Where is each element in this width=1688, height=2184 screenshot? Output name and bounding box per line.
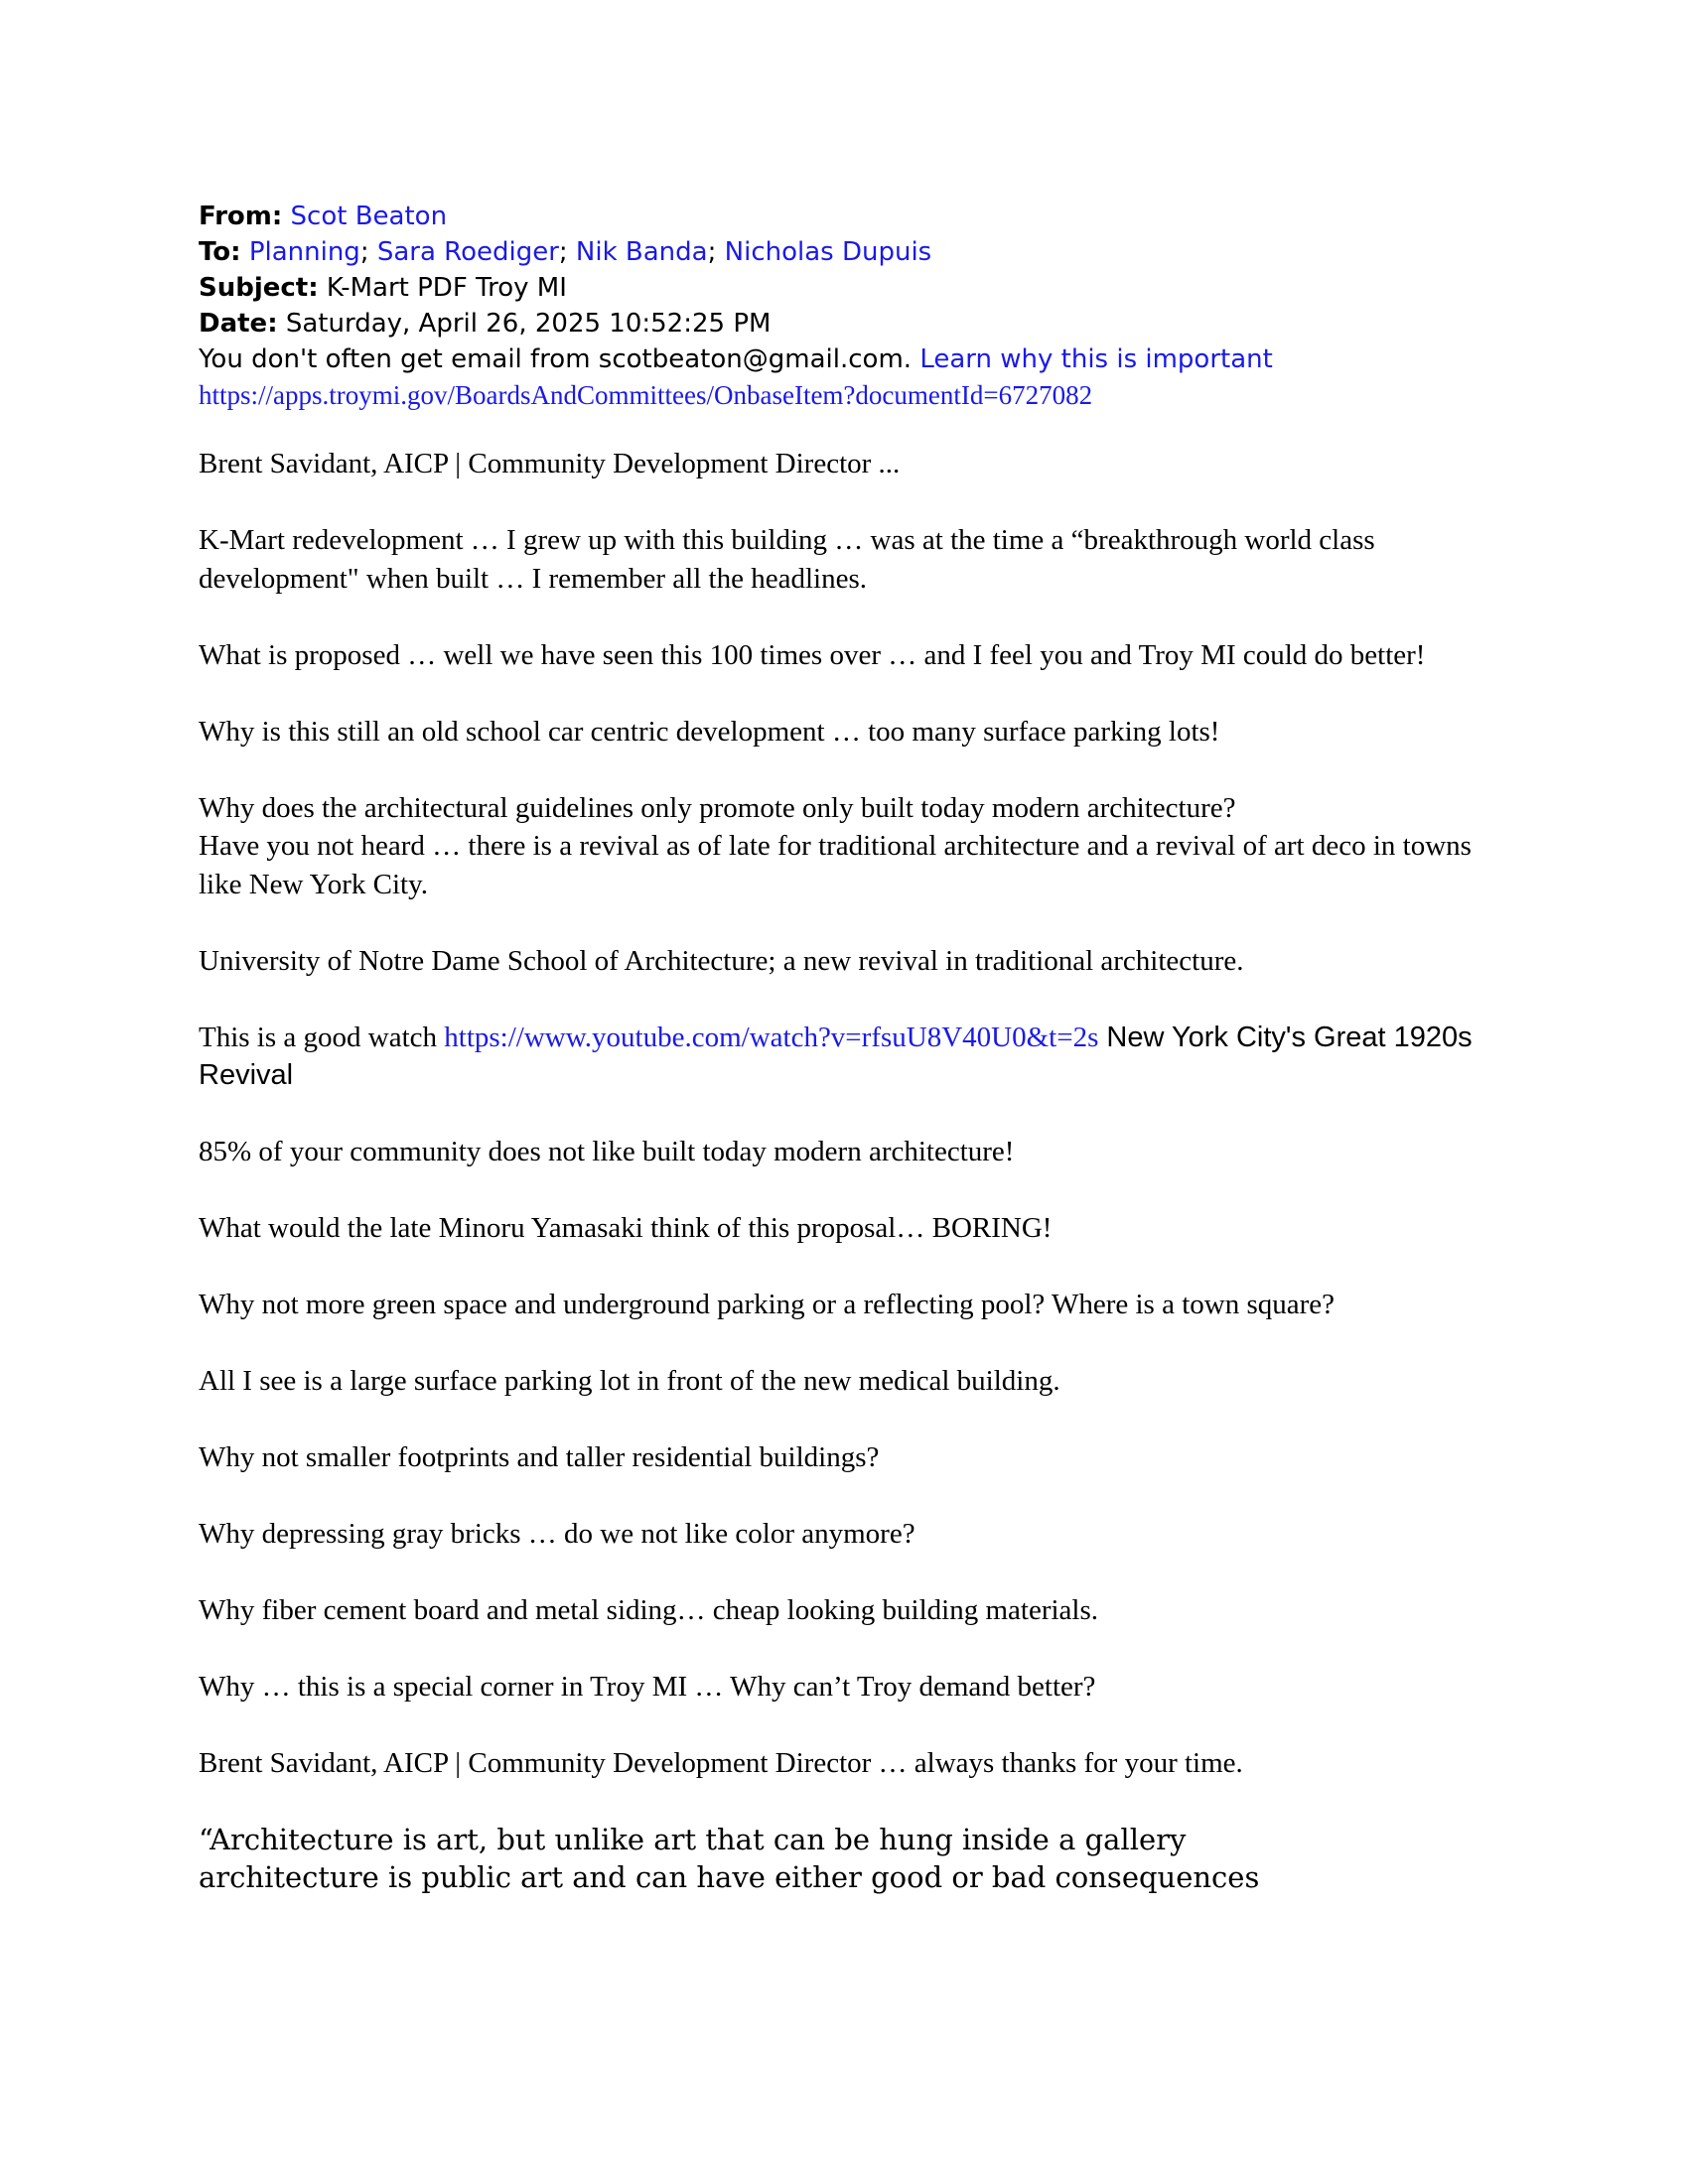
closing-quote xyxy=(199,1821,1489,1896)
video-title: New York City's Great 1920s Revival xyxy=(199,1021,1473,1091)
body-paragraph: What is proposed … well we have seen this 100 times over … and I feel you and Troy MI could do better! xyxy=(199,638,1426,671)
body-paragraph: Why fiber cement board and metal siding… cheap looking building materials. xyxy=(199,1594,1098,1626)
quote-line: architecture is public art and can have either good or bad consequences xyxy=(199,1860,1260,1894)
body-paragraph: Why depressing gray bricks … do we not like color anymore? xyxy=(199,1518,915,1550)
external-sender-warning xyxy=(199,341,1489,377)
body-paragraph xyxy=(199,1019,1489,1095)
sender-link[interactable]: Scot Beaton xyxy=(290,202,448,231)
recipient-link-nik-banda[interactable]: Nik Banda xyxy=(575,237,708,267)
body-paragraph: Why is this still an old school car centric development … too many surface parking lots! xyxy=(199,715,1220,748)
body-paragraph: Why not more green space and underground parking or a reflecting pool? Where is a town square? xyxy=(199,1289,1336,1320)
subject-line xyxy=(199,270,1489,306)
recipient-link-sara-roediger[interactable]: Sara Roediger xyxy=(376,237,559,267)
from-line xyxy=(199,199,1489,234)
email-header xyxy=(199,199,1489,413)
quote-line: “Architecture is art, but unlike art that can be hung inside a gallery xyxy=(199,1823,1187,1856)
warning-text: You don't often get email from scotbeaton@gmail.com. xyxy=(199,344,913,374)
from-label: From: xyxy=(199,202,283,231)
subject-label: Subject: xyxy=(199,273,319,303)
body-paragraph: K-Mart redevelopment … I grew up with this building … was at the time a “breakthrough world class development" when built … I remember all the headlines. xyxy=(199,524,1375,595)
date-line xyxy=(199,306,1489,341)
body-paragraph: Brent Savidant, AICP | Community Development Director … always thanks for your time. xyxy=(199,1747,1243,1779)
body-line: Have you not heard … there is a revival as of late for traditional architecture and a revival of art deco in towns like New York City. xyxy=(199,830,1472,900)
youtube-link[interactable]: https://www.youtube.com/watch?v=rfsuU8V40U0&t=2s xyxy=(444,1021,1099,1053)
email-document xyxy=(199,199,1489,1896)
document-url-link[interactable]: https://apps.troymi.gov/BoardsAndCommittees/OnbaseItem?documentId=6727082 xyxy=(199,380,1093,410)
to-line: To: Planning; Sara Roediger; Nik Banda; Nicholas Dupuis xyxy=(199,237,932,267)
subject-value: K-Mart PDF Troy MI xyxy=(326,273,567,303)
body-paragraph: 85% of your community does not like built today modern architecture! xyxy=(199,1136,1015,1167)
body-paragraph: What would the late Minoru Yamasaki think of this proposal… BORING! xyxy=(199,1212,1053,1244)
body-paragraph: Why … this is a special corner in Troy MI … Why can’t Troy demand better? xyxy=(199,1671,1096,1703)
body-paragraph: University of Notre Dame School of Architecture; a new revival in traditional architecture. xyxy=(199,944,1244,977)
recipient-link-nicholas-dupuis[interactable]: Nicholas Dupuis xyxy=(724,237,932,267)
date-label: Date: xyxy=(199,309,278,339)
body-text: This is a good watch xyxy=(199,1021,445,1053)
learn-why-link[interactable]: Learn why this is important xyxy=(919,344,1273,374)
to-label: To: xyxy=(199,237,241,267)
body-line: Why does the architectural guidelines only promote only built today modern architecture? xyxy=(199,791,1236,824)
body-paragraph: All I see is a large surface parking lot in front of the new medical building. xyxy=(199,1365,1060,1397)
body-paragraph xyxy=(199,789,1489,904)
date-value: Saturday, April 26, 2025 10:52:25 PM xyxy=(285,309,772,339)
email-body xyxy=(199,445,1489,1896)
body-paragraph: Brent Savidant, AICP | Community Development Director ... xyxy=(199,448,901,479)
recipient-link-planning[interactable]: Planning xyxy=(248,237,360,267)
body-paragraph: Why not smaller footprints and taller residential buildings? xyxy=(199,1441,880,1473)
